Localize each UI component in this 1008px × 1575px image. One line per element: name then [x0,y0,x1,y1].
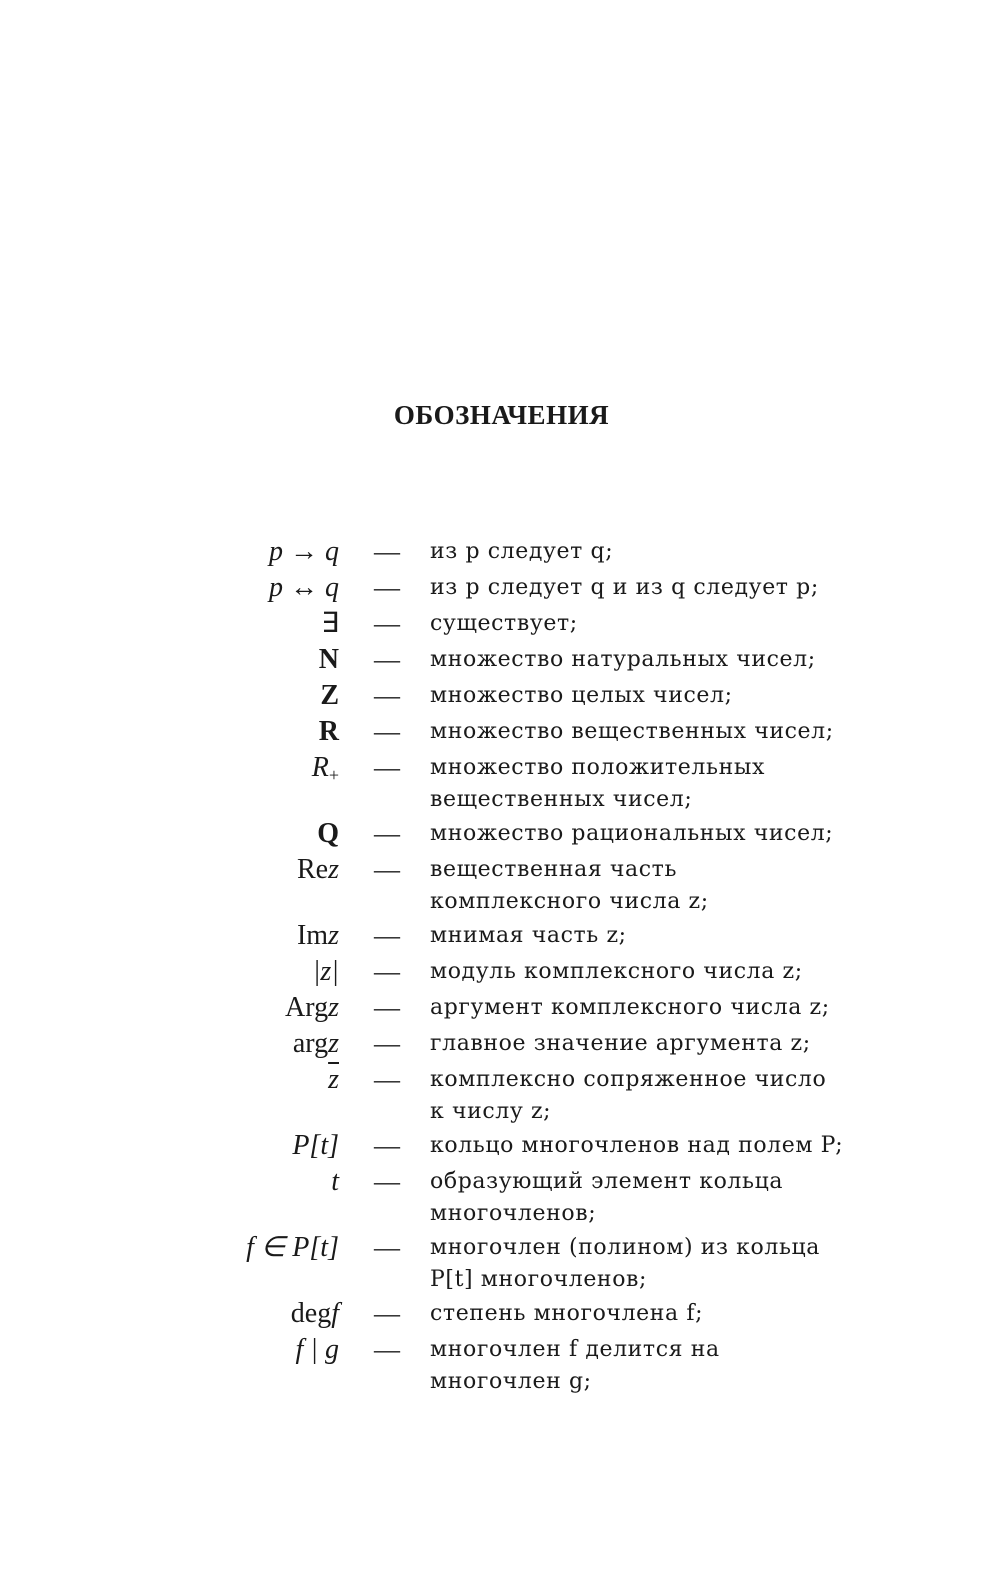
notation-entry [0,1130,1008,1162]
notation-description: многочленов; [430,1201,597,1226]
notation-symbol: Imz [296,920,339,951]
page-title: ОБОЗНАЧЕНИЯ [393,400,610,430]
notation-symbol: f | g [295,1334,339,1365]
notation-symbol: p → q [269,536,339,567]
notation-description: кольцо многочленов над полем P; [430,1133,844,1158]
notation-entry [0,818,1008,850]
notation-description: множество целых чисел; [430,683,733,708]
notation-description: существует; [430,611,578,636]
notation-entry [0,1028,1008,1060]
dash-separator: — [374,1335,400,1364]
dash-separator: — [374,1299,400,1328]
notation-entry [0,992,1008,1024]
notation-entry [0,1166,1008,1226]
dash-separator: — [374,753,400,782]
dash-separator: — [374,645,400,674]
dash-separator: — [374,609,400,638]
notation-entry [0,680,1008,712]
notation-entry [0,1298,1008,1330]
dash-separator: — [374,819,400,848]
notation-description: модуль комплексного числа z; [430,959,803,984]
dash-separator: — [374,957,400,986]
dash-separator: — [374,537,400,566]
notation-description: вещественных чисел; [430,787,693,812]
dash-separator: — [374,1029,400,1058]
notation-entry [0,572,1008,604]
notation-symbol: $R_+$ [311,752,339,785]
notation-description: комплексно сопряженное число [430,1067,827,1092]
notation-symbol: |z| [312,956,339,987]
dash-separator: — [374,1131,400,1160]
notation-symbol: Rez [296,854,339,885]
dash-separator: — [374,1167,400,1196]
notation-symbol: Argz [285,992,339,1023]
notation-entry [0,1064,1008,1124]
notation-entry [0,716,1008,748]
notation-symbol: Q [317,818,339,849]
dash-separator: — [374,855,400,884]
notation-description: аргумент комплексного числа z; [430,995,830,1020]
notation-symbol: argz [292,1028,339,1059]
notation-description: мнимая часть z; [430,923,627,948]
dash-separator: — [374,993,400,1022]
notation-description: многочлен (полином) из кольца [430,1235,820,1260]
dash-separator: — [374,681,400,710]
notation-description: вещественная часть [430,857,678,882]
notation-description: множество рациональных чисел; [430,821,834,846]
notation-symbol: t [331,1166,339,1197]
notation-symbol: f ∈ P[t] [246,1232,339,1263]
notation-entry [0,854,1008,914]
notation-symbol: degf [290,1298,339,1329]
notation-entry [0,644,1008,676]
notation-description: комплексного числа z; [430,889,709,914]
notation-entry [0,956,1008,988]
notation-description: многочлен f делится на [430,1337,720,1362]
notation-description: степень многочлена f; [430,1301,704,1326]
notation-description: образующий элемент кольца [430,1169,784,1194]
dash-separator: — [374,573,400,602]
notation-description: многочлен g; [430,1369,592,1394]
notation-symbol: N [318,644,339,675]
notation-symbol: $\overline{z}$ [328,1064,339,1095]
notation-entry [0,536,1008,568]
notation-entry [0,1232,1008,1292]
notation-description: главное значение аргумента z; [430,1031,811,1056]
notation-description: из p следует q; [430,539,614,564]
notation-description: P[t] многочленов; [430,1267,648,1292]
notation-description: из p следует q и из q следует p; [430,575,819,600]
notation-entry [0,920,1008,952]
notation-symbol: p ↔ q [269,572,339,603]
dash-separator: — [374,717,400,746]
notation-description: множество натуральных чисел; [430,647,816,672]
notation-symbol: Z [320,680,339,711]
notation-description: множество положительных [430,755,765,780]
notation-symbol: R [318,716,339,747]
notation-symbol: P[t] [292,1130,339,1161]
notation-symbol: ∃ [321,608,339,639]
notation-entry [0,1334,1008,1394]
dash-separator: — [374,1233,400,1262]
notation-description: к числу z; [430,1099,552,1124]
dash-separator: — [374,1065,400,1094]
notation-description: множество вещественных чисел; [430,719,834,744]
notation-entry [0,608,1008,640]
notation-entry [0,752,1008,812]
dash-separator: — [374,921,400,950]
